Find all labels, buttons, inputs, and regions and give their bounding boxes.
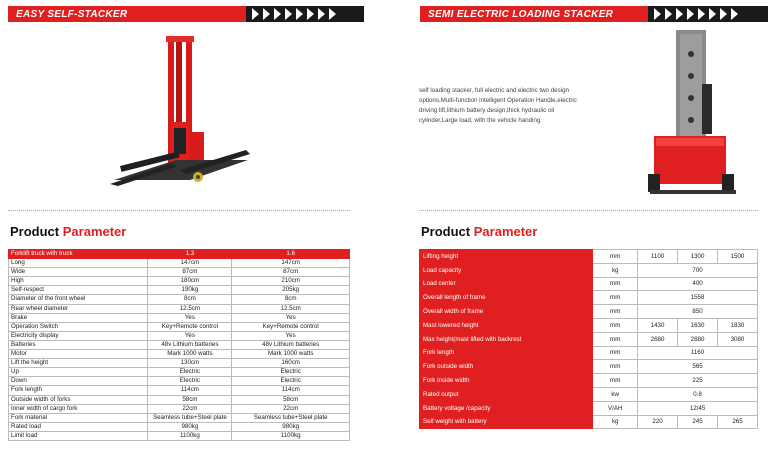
table-cell-value: 1430: [638, 318, 678, 332]
table-cell-value: Yes: [148, 331, 232, 340]
table-cell-value: 1630: [678, 318, 718, 332]
table-cell-value: 48v Lithium batteries: [232, 340, 350, 349]
table-row: [9, 359, 350, 368]
table-row: [420, 360, 758, 374]
table-row: [420, 346, 758, 360]
table-cell-value: 22cm: [232, 404, 350, 413]
table-cell-label: High: [9, 277, 148, 286]
table-cell-unit: mm: [593, 332, 638, 346]
left-parameter-table: [8, 249, 350, 441]
table-cell-value: 210cm: [232, 277, 350, 286]
table-cell-label: Max height(mast lifted with backrest: [420, 332, 593, 346]
left-banner-chevrons: [246, 6, 364, 22]
table-cell-value: Seamless tube+Steel plate: [232, 413, 350, 422]
table-cell-label: Rear wheel diameter: [9, 304, 148, 313]
table-cell-value: 225: [638, 374, 758, 388]
table-cell-value: Electric: [232, 377, 350, 386]
table-cell-value: 700: [638, 263, 758, 277]
table-cell-value: 130cm: [148, 359, 232, 368]
table-cell-label: Rated output: [420, 387, 593, 401]
table-cell-value: 2680: [638, 332, 678, 346]
table-cell-value: 565: [638, 360, 758, 374]
table-cell-value: Yes: [148, 313, 232, 322]
left-banner-title: EASY SELF-STACKER: [8, 6, 246, 22]
table-cell-label: Up: [9, 368, 148, 377]
table-cell-value: 400: [638, 277, 758, 291]
table-cell-unit: mm: [593, 305, 638, 319]
table-cell-value: 1100: [638, 250, 678, 264]
table-cell-label: Limit load: [9, 431, 148, 440]
right-banner: [420, 6, 768, 22]
table-cell-label: Brake: [9, 313, 148, 322]
table-row: [9, 268, 350, 277]
table-row: [9, 286, 350, 295]
table-cell-value: 1160: [638, 346, 758, 360]
table-row: [9, 404, 350, 413]
table-row: [9, 295, 350, 304]
table-cell-value: 22cm: [148, 404, 232, 413]
left-title-accent: Parameter: [62, 224, 127, 239]
table-row: [420, 332, 758, 346]
table-cell-value: 58cm: [232, 395, 350, 404]
table-row: [420, 305, 758, 319]
table-cell-label: Overall width of frame: [420, 305, 593, 319]
table-cell-unit: mm: [593, 277, 638, 291]
table-cell-value: 980kg: [148, 422, 232, 431]
right-section-title: [421, 224, 537, 239]
table-row: [9, 340, 350, 349]
table-row: [9, 322, 350, 331]
table-cell-unit: kw: [593, 387, 638, 401]
table-cell-value: 48v Lithium batteries: [148, 340, 232, 349]
left-table-header-row: [9, 250, 350, 259]
table-cell-value: 87cm: [148, 268, 232, 277]
left-title-plain: Product: [10, 224, 60, 239]
self-stacker-image: [100, 32, 250, 192]
right-banner-chevrons: [648, 6, 768, 22]
table-cell-label: Wide: [9, 268, 148, 277]
right-banner-title: SEMI ELECTRIC LOADING STACKER: [420, 6, 648, 22]
table-cell-unit: mm: [593, 318, 638, 332]
table-cell-label: Fork length: [9, 386, 148, 395]
table-row: [9, 313, 350, 322]
table-row: [9, 259, 350, 268]
left-table-header-cell: 1.6: [232, 250, 350, 259]
table-cell-label: Self-respect: [9, 286, 148, 295]
semi-electric-stacker-image: [630, 24, 750, 199]
table-cell-value: 147cm: [232, 259, 350, 268]
table-cell-unit: mm: [593, 250, 638, 264]
table-cell-unit: V/AH: [593, 401, 638, 415]
table-cell-label: Lifting height: [420, 250, 593, 264]
table-cell-label: Fork outside width: [420, 360, 593, 374]
table-cell-label: Operation Switch: [9, 322, 148, 331]
table-row: [420, 263, 758, 277]
table-cell-value: 220: [638, 415, 678, 429]
table-row: [420, 374, 758, 388]
table-row: [9, 422, 350, 431]
table-cell-value: 265: [717, 415, 757, 429]
table-cell-value: 87cm: [232, 268, 350, 277]
table-cell-value: Yes: [232, 331, 350, 340]
table-cell-value: 245: [678, 415, 718, 429]
table-cell-value: 114cm: [232, 386, 350, 395]
table-cell-value: 147cm: [148, 259, 232, 268]
right-parameter-table: [419, 249, 758, 429]
table-row: [420, 415, 758, 429]
table-cell-value: Seamless tube+Steel plate: [148, 413, 232, 422]
table-row: [420, 277, 758, 291]
table-cell-value: 12.5cm: [148, 304, 232, 313]
right-description: self loading stacker, full electric and electric two design options,Multi-function intelligent Operation Handle,electric driving lift,lithium battery design,thick hydraulic oil cylinder,Large load, with the vehicle handing: [419, 87, 577, 124]
table-cell-label: Diameter of the front wheel: [9, 295, 148, 304]
table-row: [9, 431, 350, 440]
table-row: [420, 401, 758, 415]
table-cell-unit: mm: [593, 374, 638, 388]
table-row: [420, 387, 758, 401]
table-cell-value: 160cm: [232, 359, 350, 368]
table-cell-value: 12.5cm: [232, 304, 350, 313]
table-cell-unit: kg: [593, 263, 638, 277]
table-cell-label: Lift the height: [9, 359, 148, 368]
table-cell-label: Overall length of frame: [420, 291, 593, 305]
table-cell-value: 850: [638, 305, 758, 319]
table-cell-label: Load center: [420, 277, 593, 291]
table-cell-value: 180cm: [148, 277, 232, 286]
table-cell-value: 58cm: [148, 395, 232, 404]
table-row: [9, 277, 350, 286]
table-row: [420, 250, 758, 264]
table-cell-value: Yes: [232, 313, 350, 322]
table-cell-label: Inner width of cargo fork: [9, 404, 148, 413]
table-cell-value: 1558: [638, 291, 758, 305]
table-cell-value: 1500: [717, 250, 757, 264]
table-cell-unit: mm: [593, 291, 638, 305]
table-cell-value: Electric: [232, 368, 350, 377]
table-row: [9, 386, 350, 395]
table-cell-value: 12/45: [638, 401, 758, 415]
table-cell-value: 2880: [678, 332, 718, 346]
table-cell-value: 8cm: [148, 295, 232, 304]
table-cell-value: Electric: [148, 368, 232, 377]
table-cell-label: Load capacity: [420, 263, 593, 277]
table-cell-value: Key+Remote control: [148, 322, 232, 331]
table-cell-unit: mm: [593, 346, 638, 360]
table-row: [420, 291, 758, 305]
table-cell-label: Fork inside width: [420, 374, 593, 388]
table-cell-value: 0.8: [638, 387, 758, 401]
table-cell-value: 980kg: [232, 422, 350, 431]
left-table-header-cell: Forklift truck with truck: [9, 250, 148, 259]
table-cell-label: Down: [9, 377, 148, 386]
table-cell-value: Key+Remote control: [232, 322, 350, 331]
table-cell-value: 205kg: [232, 286, 350, 295]
table-cell-label: Batteries: [9, 340, 148, 349]
table-cell-value: Mark 1000 watts: [232, 350, 350, 359]
table-cell-value: 3080: [717, 332, 757, 346]
table-cell-label: Motor: [9, 350, 148, 359]
table-row: [9, 368, 350, 377]
left-banner: [8, 6, 364, 22]
table-row: [420, 318, 758, 332]
table-cell-label: Battery voltage /capacity: [420, 401, 593, 415]
table-row: [9, 395, 350, 404]
table-cell-value: 114cm: [148, 386, 232, 395]
table-cell-label: Long: [9, 259, 148, 268]
left-section-title: [10, 224, 126, 239]
table-row: [9, 413, 350, 422]
table-cell-value: Electric: [148, 377, 232, 386]
table-row: [9, 377, 350, 386]
table-cell-label: Mast lowered height: [420, 318, 593, 332]
table-cell-value: 1830: [717, 318, 757, 332]
table-row: [9, 350, 350, 359]
table-cell-value: 1100kg: [232, 431, 350, 440]
table-cell-value: Mark 1000 watts: [148, 350, 232, 359]
table-cell-label: Fork material: [9, 413, 148, 422]
table-cell-unit: mm: [593, 360, 638, 374]
table-cell-value: 1100kg: [148, 431, 232, 440]
table-cell-value: 190kg: [148, 286, 232, 295]
table-cell-label: Electricity display: [9, 331, 148, 340]
right-title-plain: Product: [421, 224, 471, 239]
table-row: [9, 331, 350, 340]
right-title-accent: Parameter: [473, 224, 538, 239]
table-cell-label: Fork length: [420, 346, 593, 360]
table-cell-unit: kg: [593, 415, 638, 429]
table-cell-value: 1300: [678, 250, 718, 264]
table-cell-label: Self weight with battery: [420, 415, 593, 429]
table-cell-label: Outside width of forks: [9, 395, 148, 404]
right-separator: [419, 210, 758, 211]
left-table-header-cell: 1.3: [148, 250, 232, 259]
table-cell-label: Rated load: [9, 422, 148, 431]
left-separator: [8, 210, 350, 211]
table-row: [9, 304, 350, 313]
table-cell-value: 8cm: [232, 295, 350, 304]
